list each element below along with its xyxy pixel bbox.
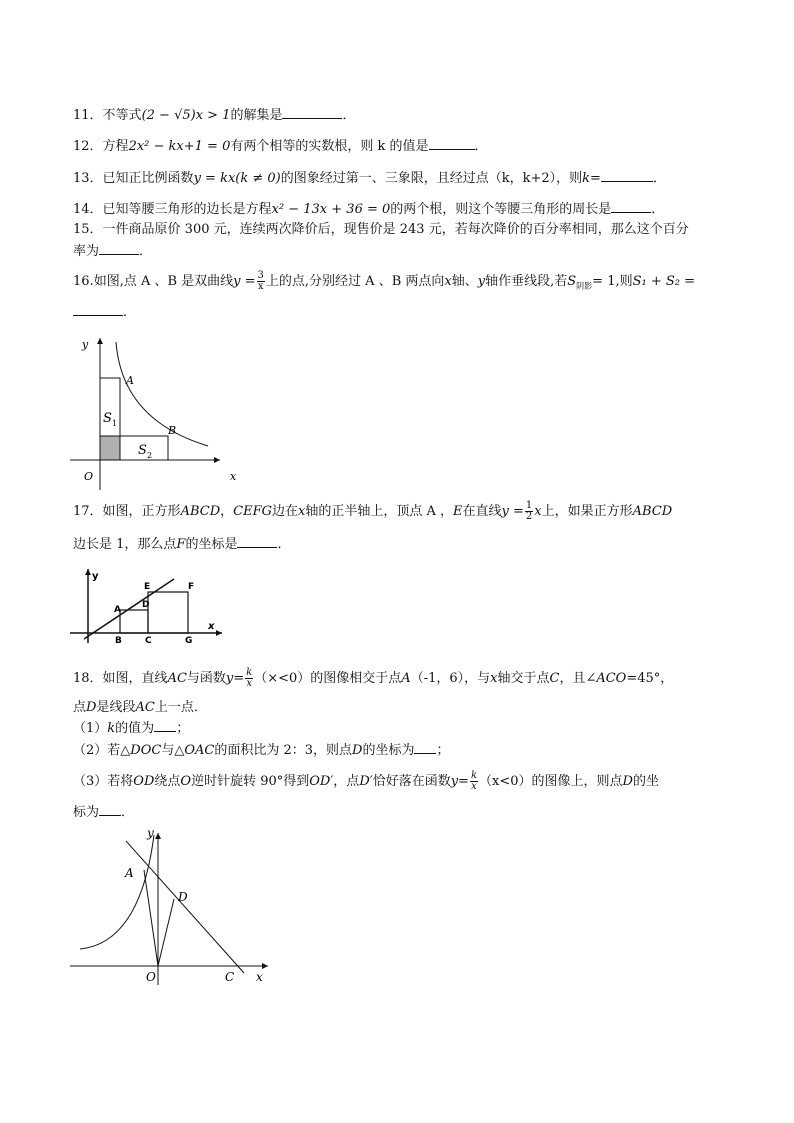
answer-blank[interactable] — [414, 741, 436, 754]
answer-blank[interactable] — [154, 719, 176, 732]
question-16: 16.如图,点 A 、B 是双曲线y = $\frac{3}{x}$ 上的点,分别经过 A 、B 两点向x轴、y轴作垂线段,若$S_{阴影}= 1$,则S₁ + S₂ = — [73, 270, 696, 292]
label-a: A — [125, 866, 134, 880]
question-18: 18．如图，直线AC与函数y= $\frac{k}{x}$ （×<0）的图像相交于点A（-1，6），与x轴交于点C，且∠ACO=45°， — [73, 667, 674, 689]
question-11: 11．不等式(2 − √5)x > 1的解集是 ． — [73, 108, 356, 123]
label-o: O — [146, 970, 156, 984]
question-16-answer: ． — [73, 303, 136, 323]
answer-blank[interactable] — [282, 106, 342, 119]
label-c: C — [225, 970, 235, 984]
y-arrow-icon — [97, 338, 103, 344]
fraction: $\frac{3}{x}$ — [257, 270, 264, 292]
label-y: y — [147, 826, 154, 840]
hyperbola-curve — [116, 342, 208, 446]
label-c: C — [145, 636, 152, 646]
label-y: y — [82, 338, 89, 351]
answer-blank[interactable] — [237, 535, 277, 548]
answer-blank[interactable] — [611, 200, 651, 213]
shaded-rect — [100, 436, 120, 460]
answer-blank[interactable] — [73, 303, 123, 316]
segment-oa — [144, 870, 158, 966]
label-f: F — [188, 582, 195, 592]
question-15-line2: 率为 ． — [73, 244, 153, 259]
question-18-line2: 点D是线段AC上一点． — [73, 700, 207, 715]
label-a: A — [114, 605, 121, 615]
question-18-part3: （3）若将OD绕点O逆时针旋转 90°得到OD′，点D′恰好落在函数y= $\frac{k}{x}$ （x<0）的图像上，则点D的坐 — [73, 770, 659, 792]
label-b: B — [168, 424, 177, 437]
label-s2: S — [138, 443, 147, 458]
label-d: D — [142, 600, 150, 610]
answer-blank[interactable] — [601, 169, 653, 182]
line-ac — [126, 841, 244, 973]
label-x: x — [256, 970, 263, 984]
label-y: y — [92, 571, 99, 582]
square-abcd — [120, 610, 148, 633]
label-s1: S — [103, 411, 112, 426]
question-15-line1: 15．一件商品原价 300 元，连续两次降价后，现售价是 243 元，若每次降价的百分率相同，那么这个百分 — [73, 222, 689, 237]
label-d: D — [178, 890, 188, 904]
x-arrow-icon — [216, 630, 222, 636]
answer-blank[interactable] — [99, 242, 139, 255]
fraction: $\frac{1}{2}$ — [525, 500, 533, 522]
label-x: x — [208, 621, 215, 632]
question-17-line2: 边长是 1，那么点F的坐标是 ． — [73, 537, 291, 552]
question-14: 14．已知等腰三角形的边长是方程x² − 13x + 36 = 0的两个根，则这个等腰三角形的周长是 ． — [73, 202, 665, 217]
label-g: G — [185, 636, 193, 646]
line-y-half-x — [84, 579, 174, 639]
question-13: 13．已知正比例函数y = kx(k ≠ 0)的图象经过第一、三象限，且经过点（k，k+2），则k= ． — [73, 171, 666, 186]
segment-od — [158, 899, 174, 966]
figure-16 — [70, 330, 250, 490]
label-o: O — [84, 470, 94, 483]
question-12: 12．方程2x² − kx+1 = 0有两个相等的实数根，则 k 的值是 ． — [73, 139, 488, 154]
fraction: $\frac{k}{x}$ — [470, 770, 478, 792]
label-e: E — [144, 582, 151, 592]
x-arrow-icon — [262, 963, 268, 969]
square-cefg — [148, 592, 188, 633]
question-17: 17．如图，正方形ABCD，CEFG边在x轴的正半轴上，顶点 A ，E在直线y = $\frac{1}{2}$ x上，如果正方形ABCD — [73, 500, 673, 522]
x-arrow-icon — [214, 457, 220, 463]
figure-18 — [70, 825, 280, 985]
label-s2-sub: 2 — [147, 451, 153, 460]
label-s1-sub: 1 — [112, 419, 118, 428]
question-18-part2: （2）若△DOC与△OAC的面积比为 2：3，则点D的坐标为 ； — [73, 743, 450, 758]
question-18-part3-line2: 标为 ． — [73, 805, 135, 820]
fraction: $\frac{k}{x}$ — [246, 667, 253, 689]
answer-blank[interactable] — [429, 137, 475, 150]
label-b: B — [115, 636, 122, 646]
hyperbola-curve — [80, 835, 154, 949]
label-a: A — [126, 374, 134, 387]
y-arrow-icon — [85, 569, 91, 575]
figure-17 — [70, 565, 230, 645]
question-18-part1: （1）k的值为 ； — [73, 721, 190, 736]
answer-blank[interactable] — [99, 803, 121, 816]
y-arrow-icon — [155, 833, 161, 839]
label-x: x — [230, 470, 237, 483]
